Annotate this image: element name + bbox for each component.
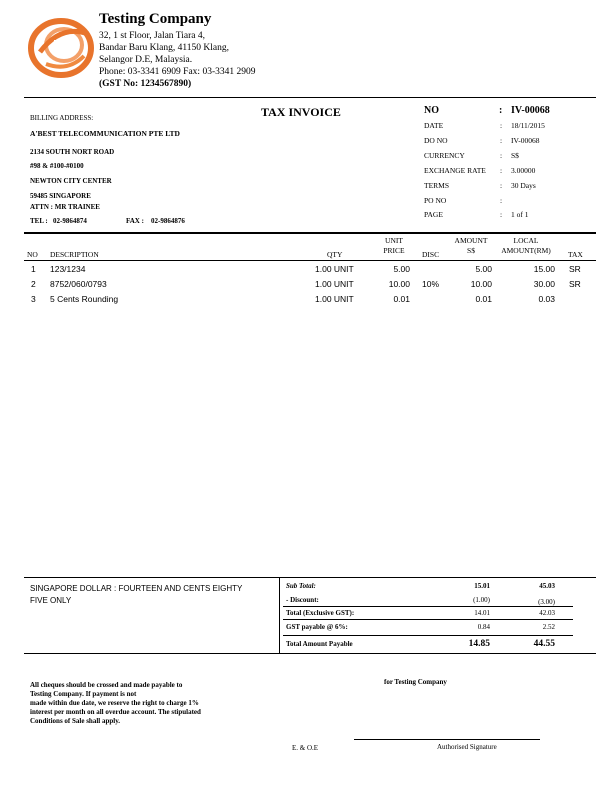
- meta-value-no: IV-00068: [511, 105, 550, 116]
- meta-sep: :: [499, 105, 503, 116]
- cell-local: 0.03: [538, 294, 555, 304]
- amount-in-words-line: SINGAPORE DOLLAR : FOURTEEN AND CENTS EIGHTY: [30, 584, 243, 593]
- discount-label: - Discount:: [286, 596, 319, 604]
- total-excl-gst-label: Total (Exclusive GST):: [286, 609, 355, 617]
- meta-sep: :: [500, 151, 503, 160]
- cell-no: 1: [31, 264, 36, 274]
- col-header-no: NO: [27, 250, 38, 259]
- billing-attn: ATTN : MR TRAINEE: [30, 203, 100, 211]
- subtotal-amount: 15.01: [474, 582, 490, 590]
- billing-address-line: 59485 SINGAPORE: [30, 192, 91, 200]
- billing-customer: A'BEST TELECOMMUNICATION PTE LTD: [30, 129, 180, 138]
- amount-in-words-line: FIVE ONLY: [30, 596, 72, 605]
- meta-label-do-no: DO NO: [424, 136, 448, 145]
- totals-divider: [279, 577, 280, 653]
- col-header-tax: TAX: [568, 250, 583, 259]
- col-header-amount: [449, 236, 493, 256]
- footer-note-line: Conditions of Sale shall apply.: [30, 717, 121, 725]
- cell-description: 123/1234: [50, 264, 86, 274]
- cell-no: 2: [31, 279, 36, 289]
- cell-unit-price: 5.00: [393, 264, 410, 274]
- company-address-line: Selangor D.E, Malaysia.: [99, 55, 193, 65]
- col-header-description: DESCRIPTION: [50, 250, 99, 259]
- col-header-local-line2: AMOUNT(RM): [501, 246, 551, 255]
- footer-note-line: All cheques should be crossed and made payable to: [30, 681, 183, 689]
- billing-fax-label: FAX :: [126, 217, 144, 225]
- col-header-amount-line1: AMOUNT: [454, 236, 488, 245]
- discount-rule: [283, 606, 573, 607]
- table-header-rule: [24, 260, 596, 261]
- totals-top-rule: [24, 577, 596, 578]
- company-logo: [26, 12, 96, 82]
- company-name: Testing Company: [99, 11, 212, 27]
- meta-label-po-no: PO NO: [424, 196, 447, 205]
- billing-tel: 02-9864874: [53, 217, 87, 225]
- billing-label: BILLING ADDRESS:: [30, 114, 94, 122]
- col-header-unit-price-line2: PRICE: [383, 246, 405, 255]
- footer-note-line: interest per month on all overdue account. The stipulated: [30, 708, 201, 716]
- cell-description: 8752/060/0793: [50, 279, 107, 289]
- totals-bottom-rule: [24, 653, 596, 654]
- meta-label-currency: CURRENCY: [424, 151, 465, 160]
- total-excl-gst-local: 42.03: [539, 609, 555, 617]
- gst-amount: 0.84: [477, 623, 490, 631]
- gst-rule: [283, 619, 573, 620]
- gst-local: 2.52: [542, 623, 555, 631]
- billing-tel-label: TEL :: [30, 217, 48, 225]
- billing-address-line: #98 & #100-#0100: [30, 162, 84, 170]
- grand-total-amount: 14.85: [468, 639, 490, 649]
- billing-fax: 02-9864876: [151, 217, 185, 225]
- signature-label: Authorised Signature: [437, 743, 497, 751]
- header-divider: [24, 97, 596, 98]
- cell-qty: 1.00 UNIT: [315, 279, 354, 289]
- meta-value-do-no: IV-00068: [511, 136, 540, 145]
- col-header-local-amount: [495, 236, 557, 256]
- meta-label-exchange-rate: EXCHANGE RATE: [424, 166, 486, 175]
- cell-local: 30.00: [533, 279, 555, 289]
- table-top-rule: [24, 232, 596, 234]
- company-address-line: 32, 1 st Floor, Jalan Tiara 4,: [99, 31, 205, 41]
- document-title: TAX INVOICE: [261, 105, 341, 119]
- meta-sep: :: [500, 196, 503, 205]
- cell-disc: 10%: [422, 279, 440, 289]
- signature-line: [354, 739, 540, 740]
- discount-local: (3.00): [538, 598, 555, 606]
- grand-total-rule: [283, 635, 573, 636]
- footer-note-line: made within due date, we reserve the right to charge 1%: [30, 699, 199, 707]
- cell-tax: SR: [569, 279, 581, 289]
- meta-sep: :: [500, 166, 503, 175]
- cell-unit-price: 0.01: [393, 294, 410, 304]
- meta-label-date: DATE: [424, 121, 444, 130]
- billing-address-line: 2134 SOUTH NORT ROAD: [30, 148, 115, 156]
- meta-value-page: 1 of 1: [511, 210, 529, 219]
- cell-qty: 1.00 UNIT: [315, 264, 354, 274]
- meta-sep: :: [500, 136, 503, 145]
- meta-value-date: 18/11/2015: [511, 121, 545, 130]
- meta-value-currency: S$: [511, 151, 519, 160]
- cell-amount: 5.00: [475, 264, 492, 274]
- col-header-qty: QTY: [327, 250, 343, 259]
- footer-note-line: Testing Company. If payment is not: [30, 690, 137, 698]
- total-excl-gst-amount: 14.01: [474, 609, 490, 617]
- cell-no: 3: [31, 294, 36, 304]
- gst-label: GST payable @ 6%:: [286, 623, 348, 631]
- subtotal-local: 45.03: [539, 582, 555, 590]
- cell-amount: 10.00: [470, 279, 492, 289]
- meta-sep: :: [500, 121, 503, 130]
- col-header-unit-price-line1: UNIT: [385, 236, 403, 245]
- meta-sep: :: [500, 210, 503, 219]
- company-address-line: Bandar Baru Klang, 41150 Klang,: [99, 43, 229, 53]
- col-header-amount-line2: S$: [467, 246, 475, 255]
- cell-qty: 1.00 UNIT: [315, 294, 354, 304]
- cell-tax: SR: [569, 264, 581, 274]
- company-gst-number: (GST No: 1234567890): [99, 79, 192, 89]
- cell-local: 15.00: [533, 264, 555, 274]
- grand-total-label: Total Amount Payable: [286, 640, 353, 648]
- for-company: for Testing Company: [384, 678, 447, 686]
- meta-value-exchange-rate: 3.00000: [511, 166, 536, 175]
- col-header-disc: DISC: [422, 250, 440, 259]
- company-phone-fax: Phone: 03-3341 6909 Fax: 03-3341 2909: [99, 67, 256, 77]
- meta-value-terms: 30 Days: [511, 181, 536, 190]
- meta-sep: :: [500, 181, 503, 190]
- meta-label-page: PAGE: [424, 210, 443, 219]
- meta-label-no: NO: [424, 105, 439, 116]
- cell-amount: 0.01: [475, 294, 492, 304]
- discount-amount: (1.00): [473, 596, 490, 604]
- eoe-note: E. & O.E: [292, 744, 319, 752]
- cell-description: 5 Cents Rounding: [50, 294, 119, 304]
- subtotal-label: Sub Total:: [286, 582, 316, 590]
- grand-total-local: 44.55: [533, 639, 555, 649]
- col-header-unit-price: [379, 236, 409, 256]
- meta-label-terms: TERMS: [424, 181, 450, 190]
- col-header-local-line1: LOCAL: [513, 236, 539, 245]
- cell-unit-price: 10.00: [388, 279, 410, 289]
- billing-address-line: NEWTON CITY CENTER: [30, 177, 112, 185]
